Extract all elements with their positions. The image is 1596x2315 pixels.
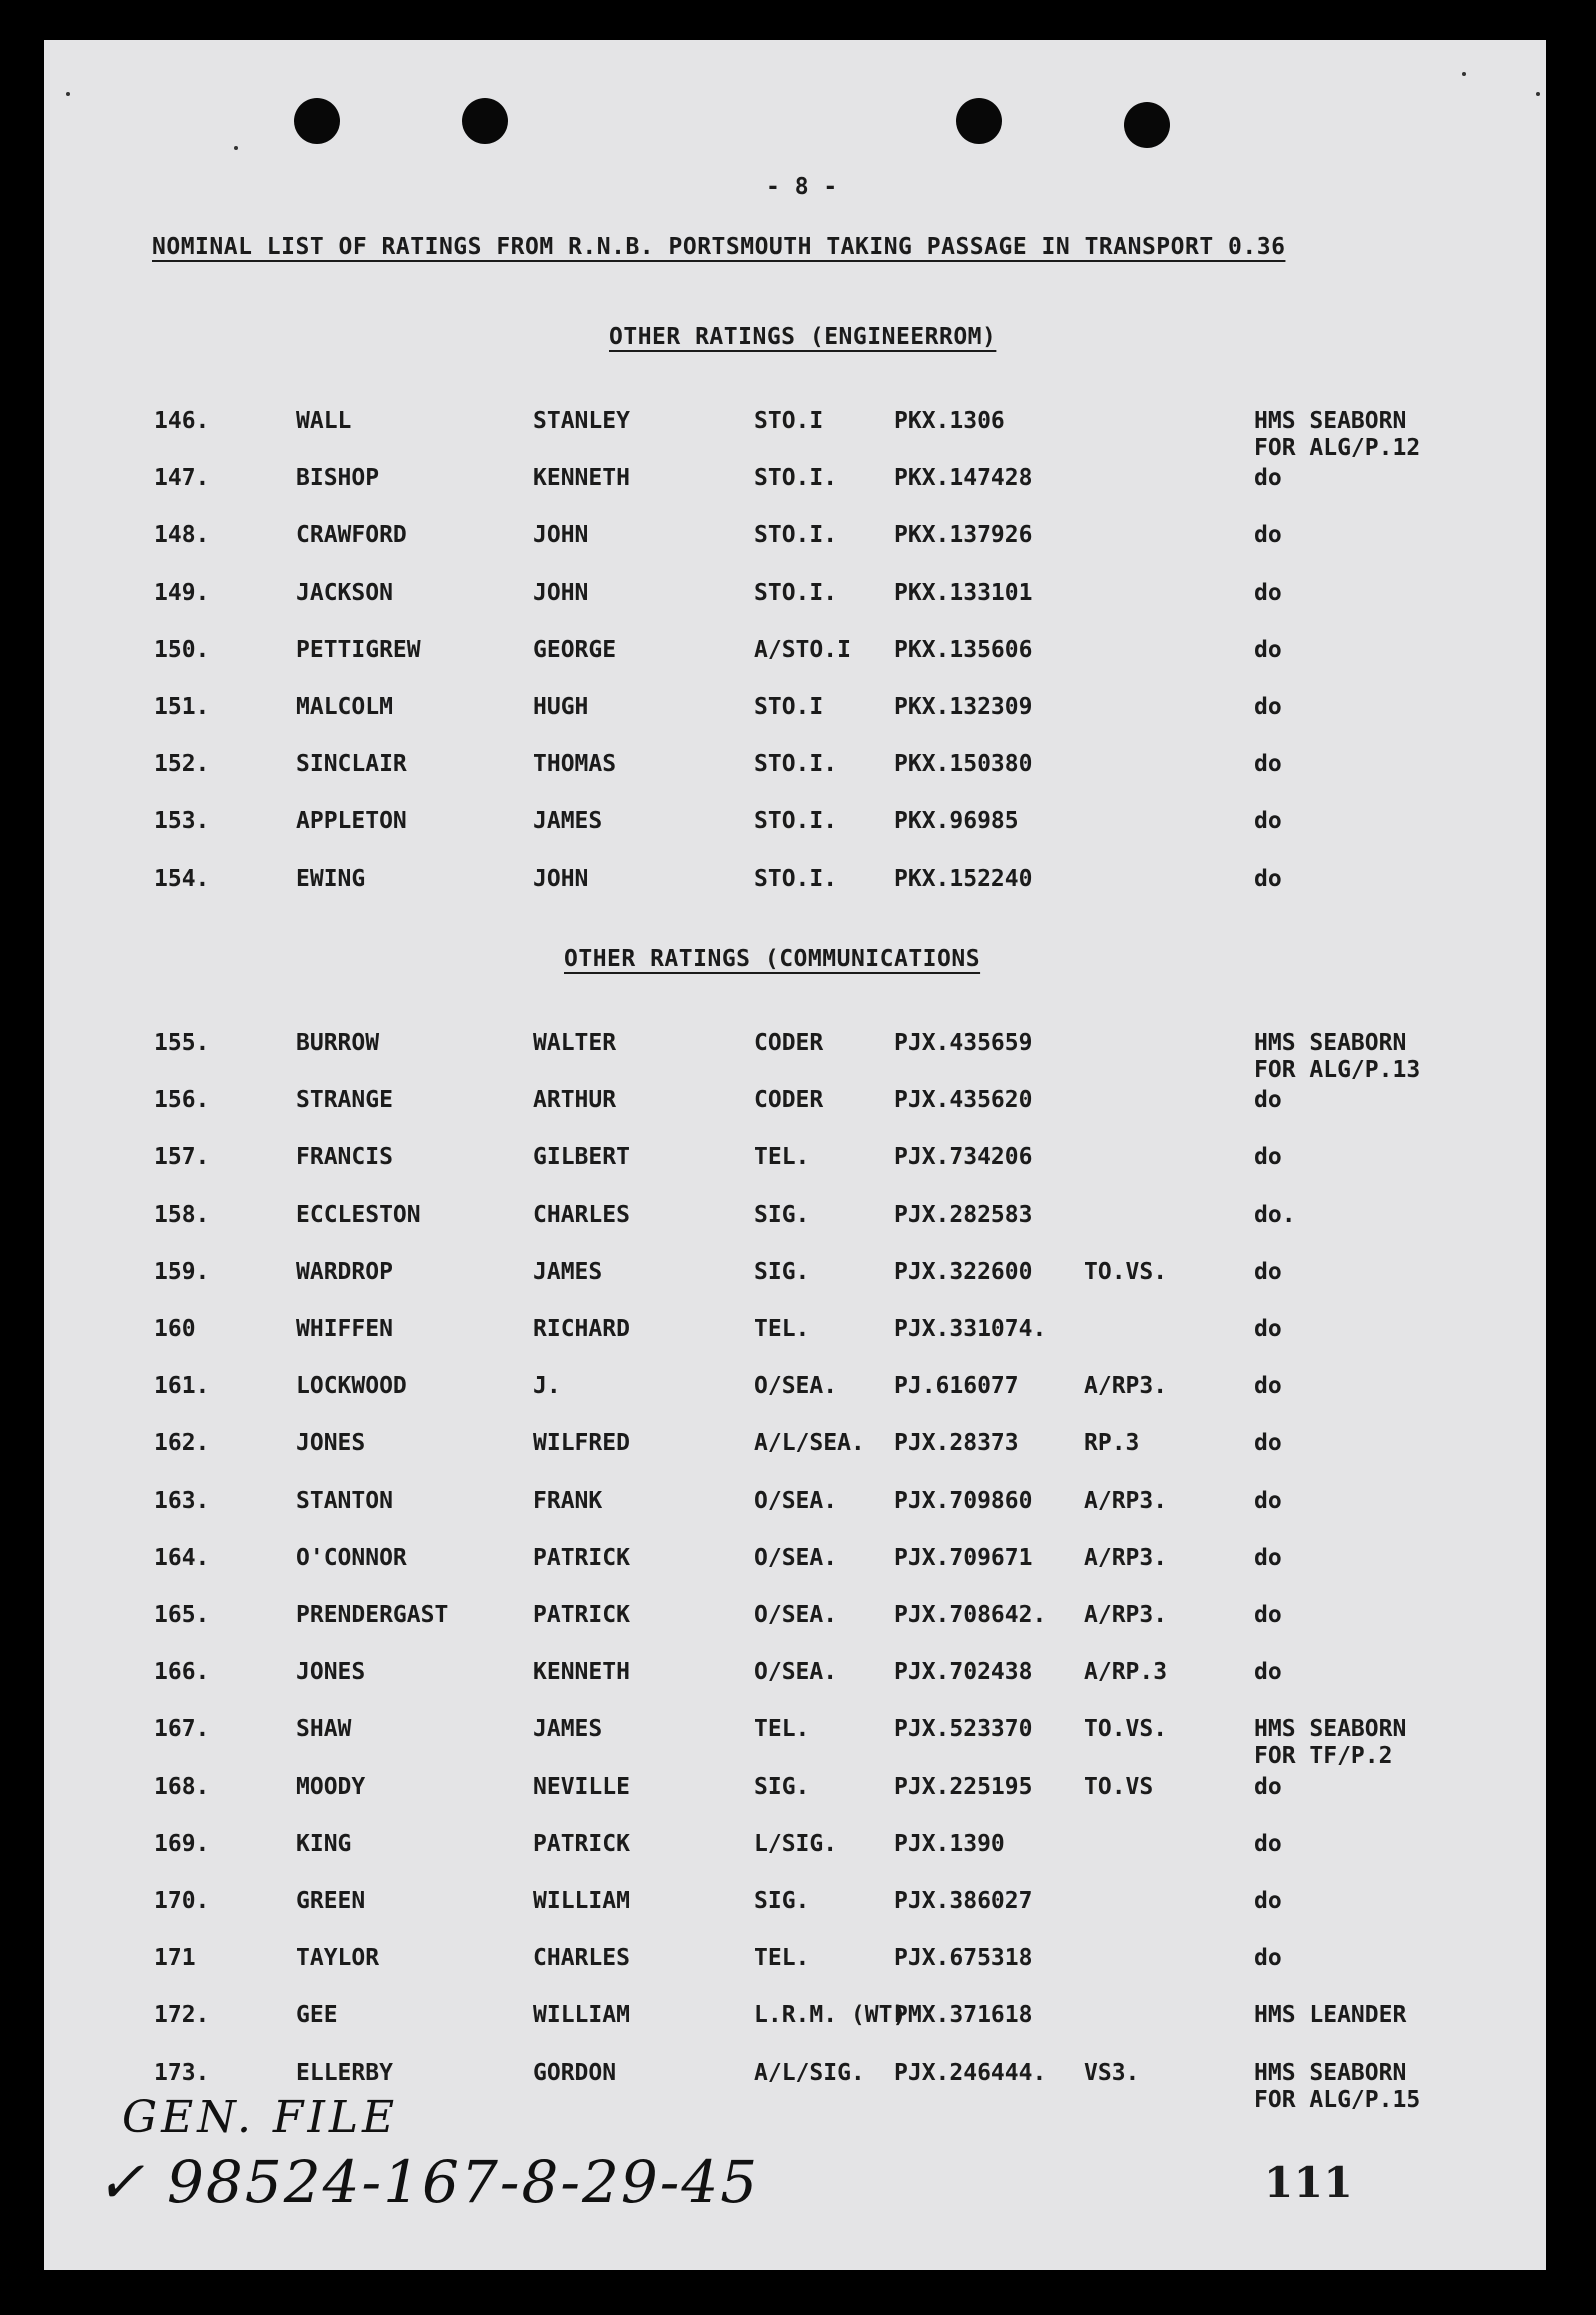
table-row [44,1373,1546,1413]
rating-forename: KENNETH [533,1659,630,1686]
rating-surname: JACKSON [296,579,393,606]
rating-forename: JAMES [533,1258,603,1285]
rating-number: 167. [154,1716,210,1743]
table-row [44,1545,1546,1585]
rating-remark: do [1254,1316,1282,1342]
rating-surname: FRANCIS [296,1144,393,1171]
rating-official-number: PJX.709860 [894,1487,1033,1514]
rating-remark: HMS SEABORN FOR ALG/P.15 [1254,2059,1421,2113]
rating-official-number: PKX.1306 [894,408,1005,434]
rating-forename: STANLEY [533,408,630,434]
rating-surname: SINCLAIR [296,751,407,778]
rating-rate: TEL. [754,1316,810,1342]
rating-note: A/RP.3 [1084,1659,1168,1686]
table-row [44,808,1546,848]
rating-remark: do [1254,865,1282,892]
rating-rate: STO.I. [754,808,838,835]
rating-remark: HMS SEABORN FOR ALG/P.13 [1254,1030,1421,1083]
rating-note: TO.VS [1084,1773,1154,1800]
rating-remark: do [1254,1544,1282,1571]
table-row [44,408,1546,461]
rating-surname: KING [296,1830,352,1857]
rating-number: 150. [154,636,210,663]
rating-surname: PRENDERGAST [296,1602,449,1628]
rating-rate: O/SEA. [754,1602,838,1628]
table-row [44,694,1546,734]
table-row [44,522,1546,562]
rating-official-number: PKX.96985 [894,808,1019,835]
table-row [44,465,1546,505]
table-row [44,1659,1546,1699]
rating-surname: WARDROP [296,1258,393,1285]
table-row [44,1831,1546,1871]
rating-forename: CHARLES [533,1201,630,1228]
table-row [44,1202,1546,1242]
rating-official-number: PKX.135606 [894,636,1033,663]
rating-surname: MALCOLM [296,694,393,720]
rating-surname: JONES [296,1659,366,1686]
rating-number: 151. [154,694,210,720]
table-row [44,1602,1546,1642]
rating-rate: STO.I [754,694,824,720]
rating-forename: WILLIAM [533,2002,630,2029]
rating-forename: GILBERT [533,1144,630,1171]
rating-number: 161. [154,1373,210,1400]
section-heading: OTHER RATINGS (ENGINEERROM) [609,324,997,350]
rating-remark: do [1254,636,1282,663]
rating-official-number: PJX.702438 [894,1659,1033,1686]
rating-number: 166. [154,1659,210,1686]
rating-rate: STO.I. [754,865,838,892]
rating-note: A/RP3. [1084,1373,1168,1400]
rating-surname: TAYLOR [296,1945,380,1972]
rating-remark: do [1254,465,1282,492]
rating-forename: KENNETH [533,465,630,492]
rating-official-number: PJX.225195 [894,1773,1033,1800]
rating-number: 171 [154,1945,196,1972]
table-row [44,1430,1546,1470]
rating-official-number: PJX.675318 [894,1945,1033,1972]
rating-surname: ELLERBY [296,2059,393,2086]
rating-official-number: PJ.616077 [894,1373,1019,1400]
rating-number: 156. [154,1087,210,1114]
rating-official-number: PJX.322600 [894,1258,1033,1285]
rating-note: RP.3 [1084,1430,1140,1457]
rating-surname: WHIFFEN [296,1316,393,1342]
rating-number: 154. [154,865,210,892]
rating-rate: A/L/SIG. [754,2059,865,2086]
rating-remark: do [1254,1373,1282,1400]
rating-rate: SIG. [754,1258,810,1285]
rating-rate: L/SIG. [754,1830,838,1857]
rating-number: 159. [154,1258,210,1285]
rating-number: 164. [154,1544,210,1571]
speck [1462,72,1466,76]
rating-surname: STANTON [296,1487,393,1514]
rating-rate: CODER [754,1087,824,1114]
rating-surname: WALL [296,408,352,434]
rating-rate: SIG. [754,1773,810,1800]
rating-official-number: PJX.435659 [894,1030,1033,1056]
rating-number: 165. [154,1602,210,1628]
rating-official-number: PKX.150380 [894,751,1033,778]
rating-official-number: PJX.435620 [894,1087,1033,1114]
rating-remark: do [1254,1773,1282,1800]
table-row [44,1316,1546,1356]
rating-rate: STO.I. [754,579,838,606]
rating-remark: do [1254,808,1282,835]
rating-forename: GEORGE [533,636,617,663]
rating-number: 163. [154,1487,210,1514]
table-row [44,1144,1546,1184]
stamp-number: 111 [1264,2158,1354,2207]
punch-hole [294,98,340,144]
rating-remark: do [1254,1144,1282,1171]
rating-number: 168. [154,1773,210,1800]
rating-official-number: PJX.523370 [894,1716,1033,1743]
rating-surname: APPLETON [296,808,407,835]
document-sheet [44,40,1546,2270]
rating-forename: PATRICK [533,1602,630,1628]
rating-forename: J. [533,1373,561,1400]
rating-number: 172. [154,2002,210,2029]
table-row [44,637,1546,677]
rating-rate: STO.I. [754,522,838,549]
rating-forename: ARTHUR [533,1087,617,1114]
rating-surname: ECCLESTON [296,1201,421,1228]
table-row [44,2002,1546,2042]
speck [1536,92,1540,96]
rating-rate: TEL. [754,1716,810,1743]
rating-official-number: PJX.734206 [894,1144,1033,1171]
rating-forename: CHARLES [533,1945,630,1972]
rating-remark: HMS SEABORN FOR ALG/P.12 [1254,408,1421,461]
rating-surname: EWING [296,865,366,892]
rating-number: 155. [154,1030,210,1056]
rating-official-number: PKX.152240 [894,865,1033,892]
rating-remark: do [1254,1830,1282,1857]
rating-official-number: PJX.28373 [894,1430,1019,1457]
rating-remark: do. [1254,1201,1296,1228]
rating-official-number: PKX.137926 [894,522,1033,549]
rating-remark: do [1254,1659,1282,1686]
rating-surname: GEE [296,2002,338,2029]
rating-remark: do [1254,522,1282,549]
rating-surname: SHAW [296,1716,352,1743]
rating-number: 148. [154,522,210,549]
handwritten-file-note: GEN. FILE [122,2092,399,2143]
rating-surname: PETTIGREW [296,636,421,663]
rating-forename: WILLIAM [533,1888,630,1914]
page-number: - 8 - [766,174,838,200]
punch-hole [1124,102,1170,148]
rating-official-number: PJX.709671 [894,1544,1033,1571]
rating-note: A/RP3. [1084,1544,1168,1571]
rating-number: 169. [154,1830,210,1857]
rating-number: 147. [154,465,210,492]
rating-surname: CRAWFORD [296,522,407,549]
rating-forename: WILFRED [533,1430,630,1457]
rating-number: 157. [154,1144,210,1171]
rating-remark: do [1254,1487,1282,1514]
rating-official-number: PMX.371618 [894,2002,1033,2029]
rating-rate: A/STO.I [754,636,851,663]
table-row [44,1774,1546,1814]
rating-forename: NEVILLE [533,1773,630,1800]
rating-remark: do [1254,694,1282,720]
table-row [44,1087,1546,1127]
rating-number: 173. [154,2059,210,2086]
table-row [44,751,1546,791]
rating-note: A/RP3. [1084,1602,1168,1628]
rating-rate: SIG. [754,1888,810,1914]
rating-rate: A/L/SEA. [754,1430,865,1457]
rating-forename: GORDON [533,2059,617,2086]
rating-remark: do [1254,751,1282,778]
table-row [44,1259,1546,1299]
table-row [44,580,1546,620]
table-row [44,1945,1546,1985]
rating-rate: TEL. [754,1945,810,1972]
rating-surname: MOODY [296,1773,366,1800]
rating-surname: LOCKWOOD [296,1373,407,1400]
rating-official-number: PKX.133101 [894,579,1033,606]
rating-number: 146. [154,408,210,434]
rating-rate: TEL. [754,1144,810,1171]
rating-rate: O/SEA. [754,1487,838,1514]
handwritten-file-number: ✓ 98524-167-8-29-45 [96,2148,760,2216]
rating-official-number: PJX.246444. [894,2059,1047,2086]
rating-rate: STO.I [754,408,824,434]
rating-surname: BURROW [296,1030,380,1056]
rating-number: 149. [154,579,210,606]
rating-rate: SIG. [754,1201,810,1228]
rating-number: 153. [154,808,210,835]
rating-remark: do [1254,579,1282,606]
rating-forename: PATRICK [533,1830,630,1857]
rating-forename: WALTER [533,1030,617,1056]
rating-official-number: PKX.132309 [894,694,1033,720]
rating-forename: JOHN [533,579,589,606]
rating-remark: do [1254,1430,1282,1457]
rating-forename: JAMES [533,808,603,835]
rating-forename: JAMES [533,1716,603,1743]
section-heading: OTHER RATINGS (COMMUNICATIONS [564,946,981,972]
rating-number: 170. [154,1888,210,1914]
rating-forename: JOHN [533,865,589,892]
rating-surname: O'CONNOR [296,1544,407,1571]
rating-note: A/RP3. [1084,1487,1168,1514]
rating-forename: HUGH [533,694,589,720]
rating-official-number: PJX.386027 [894,1888,1033,1914]
rating-note: VS3. [1084,2059,1140,2086]
speck [66,92,70,96]
rating-number: 162. [154,1430,210,1457]
rating-official-number: PJX.708642. [894,1602,1047,1628]
rating-remark: do [1254,1888,1282,1914]
table-row [44,1716,1546,1770]
rating-surname: GREEN [296,1888,366,1914]
rating-official-number: PJX.1390 [894,1830,1005,1857]
rating-note: TO.VS. [1084,1716,1168,1743]
rating-rate: STO.I. [754,751,838,778]
speck [234,146,238,150]
punch-hole [462,98,508,144]
rating-official-number: PKX.147428 [894,465,1033,492]
rating-forename: JOHN [533,522,589,549]
table-row [44,866,1546,906]
rating-remark: do [1254,1258,1282,1285]
rating-official-number: PJX.282583 [894,1201,1033,1228]
rating-rate: L.R.M. (WT) [754,2002,907,2029]
rating-forename: RICHARD [533,1316,630,1342]
rating-surname: BISHOP [296,465,380,492]
rating-number: 160 [154,1316,196,1342]
rating-forename: THOMAS [533,751,617,778]
rating-forename: FRANK [533,1487,603,1514]
rating-number: 152. [154,751,210,778]
rating-rate: CODER [754,1030,824,1056]
rating-remark: HMS SEABORN FOR TF/P.2 [1254,1716,1407,1770]
rating-remark: HMS LEANDER [1254,2002,1407,2029]
rating-number: 158. [154,1201,210,1228]
rating-forename: PATRICK [533,1544,630,1571]
rating-surname: STRANGE [296,1087,393,1114]
table-row [44,1030,1546,1083]
table-row [44,1888,1546,1928]
rating-rate: O/SEA. [754,1659,838,1686]
page-title: NOMINAL LIST OF RATINGS FROM R.N.B. PORTSMOUTH TAKING PASSAGE IN TRANSPORT 0.36 [152,234,1286,260]
rating-surname: JONES [296,1430,366,1457]
rating-remark: do [1254,1087,1282,1114]
rating-rate: STO.I. [754,465,838,492]
rating-remark: do [1254,1602,1282,1628]
rating-remark: do [1254,1945,1282,1972]
punch-hole [956,98,1002,144]
table-row [44,1488,1546,1528]
rating-rate: O/SEA. [754,1544,838,1571]
rating-note: TO.VS. [1084,1258,1168,1285]
rating-rate: O/SEA. [754,1373,838,1400]
rating-official-number: PJX.331074. [894,1316,1047,1342]
